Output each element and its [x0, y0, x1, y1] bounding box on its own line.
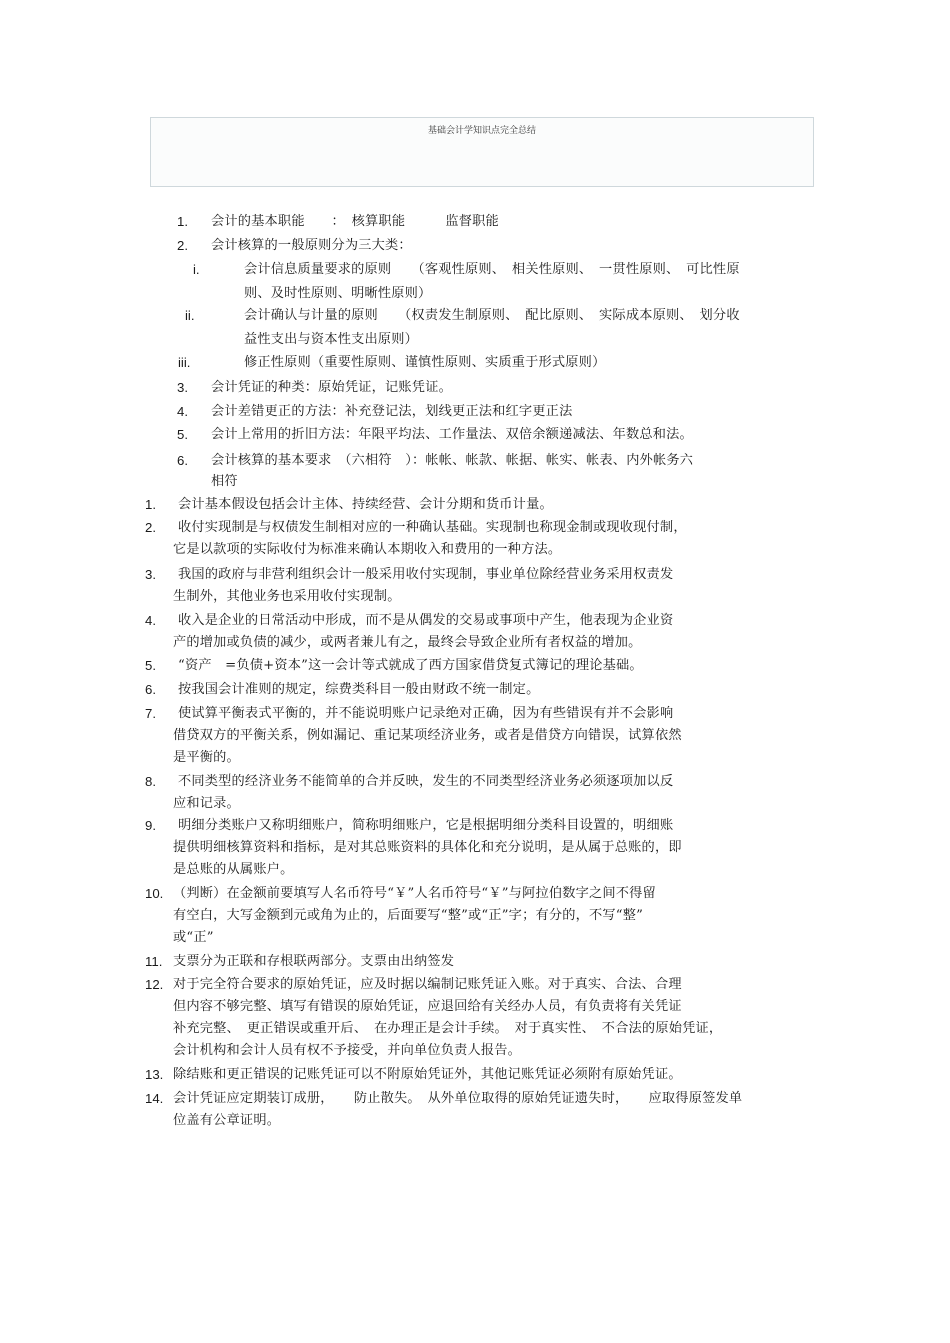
- list-item-text: 会计信息质量要求的原则 （客观性原则、 相关性原则、 一贯性原则、 可比性原: [244, 262, 740, 277]
- list-number: iii.: [178, 355, 191, 370]
- list-item-text: 支票分为正联和存根联两部分。支票由出纳签发: [173, 954, 455, 969]
- list-item-text: 会计基本假设包括会计主体、持续经营、会计分期和货币计量。: [178, 497, 553, 512]
- list-item-text: 不同类型的经济业务不能简单的合并反映，发生的不同类型经济业务必须逐项加以反: [178, 774, 674, 789]
- list-item-text: 会计核算的一般原则分为三大类：: [211, 238, 412, 253]
- list-number: 3.: [145, 567, 156, 582]
- list-item-text: 明细分类账户又称明细账户，简称明细账户，它是根据明细分类科目设置的，明细账: [178, 818, 674, 833]
- list-item-text: 补充完整、 更正错误或重开后、 在办理正是会计手续。 对于真实性、 不合法的原始凭证，: [173, 1021, 723, 1036]
- list-item-text: 我国的政府与非营利组织会计一般采用收付实现制，事业单位除经营业务采用权责发: [178, 567, 674, 582]
- list-item-text: 它是以款项的实际收付为标准来确认本期收入和费用的一种方法。: [173, 542, 562, 557]
- list-item-text: 提供明细核算资料和指标，是对其总账资料的具体化和充分说明，是从属于总账的，即: [173, 840, 682, 855]
- list-number: 11.: [145, 954, 163, 969]
- list-item-text: 使试算平衡表式平衡的，并不能说明账户记录绝对正确，因为有些错误有并不会影响: [178, 706, 674, 721]
- list-number: 13.: [145, 1067, 164, 1082]
- list-number: 1.: [145, 497, 156, 512]
- list-number: 7.: [145, 706, 156, 721]
- list-item-text: 会计的基本职能 ： 核算职能 监督职能: [211, 214, 499, 229]
- list-number: 3.: [177, 380, 188, 395]
- document-title: 基础会计学知识点完全总结: [427, 126, 536, 136]
- list-item-text: 收入是企业的日常活动中形成，而不是从偶发的交易或事项中产生，他表现为企业资: [178, 613, 674, 628]
- list-item-text: 会计机构和会计人员有权不予接受，并向单位负责人报告。: [173, 1043, 522, 1058]
- list-item-text: 按我国会计准则的规定，综费类科目一般由财政不统一制定。: [178, 682, 540, 697]
- list-number: i.: [193, 262, 200, 277]
- list-number: 14.: [145, 1091, 164, 1106]
- list-item-text: 但内容不够完整、填写有错误的原始凭证，应退回给有关经办人员，有负责将有关凭证: [173, 999, 682, 1014]
- list-item-text: 会计差错更正的方法：补充登记法，划线更正法和红字更正法: [211, 404, 573, 419]
- list-item-text: 相符: [211, 474, 238, 489]
- list-item-text: 益性支出与资本性支出原则）: [244, 332, 419, 347]
- list-item-text: 修正性原则（重要性原则、谨慎性原则、实质重于形式原则）: [244, 355, 606, 370]
- list-item-text: 或“正”: [173, 930, 214, 945]
- list-number: 2.: [145, 520, 156, 535]
- list-item-text: 除结账和更正错误的记账凭证可以不附原始凭证外，其他记账凭证必须附有原始凭证。: [173, 1067, 682, 1082]
- list-number: 2.: [177, 238, 188, 253]
- list-number: 5.: [177, 427, 188, 442]
- list-item-text: 对于完全符合要求的原始凭证，应及时据以编制记账凭证入账。对于真实、合法、合理: [173, 977, 682, 992]
- list-number: 6.: [177, 453, 188, 468]
- list-item-text: 生制外，其他业务也采用收付实现制。: [173, 589, 401, 604]
- list-item-text: 会计凭证的种类：原始凭证，记账凭证。: [211, 380, 452, 395]
- list-item-text: 应和记录。: [173, 796, 240, 811]
- document-header: [150, 117, 814, 187]
- list-number: 6.: [145, 682, 156, 697]
- list-item-text: “资产 =负债+资本”这一会计等式就成了西方国家借贷复式簿记的理论基础。: [178, 658, 643, 673]
- list-item-text: 是平衡的。: [173, 750, 240, 765]
- list-number: 4.: [177, 404, 188, 419]
- list-item-text: 会计确认与计量的原则 （权责发生制原则、 配比原则、 实际成本原则、 划分收: [244, 308, 740, 323]
- list-number: 8.: [145, 774, 156, 789]
- list-item-text: 会计核算的基本要求 （六相符 ）：帐帐、帐款、帐据、帐实、帐表、内外帐务六: [211, 453, 694, 468]
- list-number: 9.: [145, 818, 156, 833]
- list-number: 5.: [145, 658, 156, 673]
- list-number: 1.: [177, 214, 188, 229]
- list-item-text: （判断）在金额前要填写人名币符号“￥”人名币符号“￥”与阿拉伯数字之间不得留: [173, 886, 656, 901]
- list-number: 12.: [145, 977, 164, 992]
- list-item-text: 会计上常用的折旧方法：年限平均法、工作量法、双倍余额递减法、年数总和法。: [211, 427, 693, 442]
- list-item-text: 产的增加或负债的减少，或两者兼儿有之，最终会导致企业所有者权益的增加。: [173, 635, 642, 650]
- list-item-text: 有空白，大写金额到元或角为止的，后面要写“整”或“正”字；有分的，不写“整”: [173, 908, 644, 923]
- list-item-text: 则、及时性原则、明晰性原则）: [244, 286, 432, 301]
- list-item-text: 收付实现制是与权债发生制相对应的一种确认基础。实现制也称现金制或现收现付制，: [178, 520, 687, 535]
- list-item-text: 借贷双方的平衡关系，例如漏记、重记某项经济业务，或者是借贷方向错误，试算依然: [173, 728, 682, 743]
- list-number: ii.: [185, 308, 195, 323]
- list-number: 10.: [145, 886, 164, 901]
- list-item-text: 会计凭证应定期装订成册， 防止散失。 从外单位取得的原始凭证遗失时， 应取得原签发单: [173, 1091, 743, 1106]
- list-number: 4.: [145, 613, 156, 628]
- list-item-text: 是总账的从属账户。: [173, 862, 294, 877]
- list-item-text: 位盖有公章证明。: [173, 1113, 281, 1128]
